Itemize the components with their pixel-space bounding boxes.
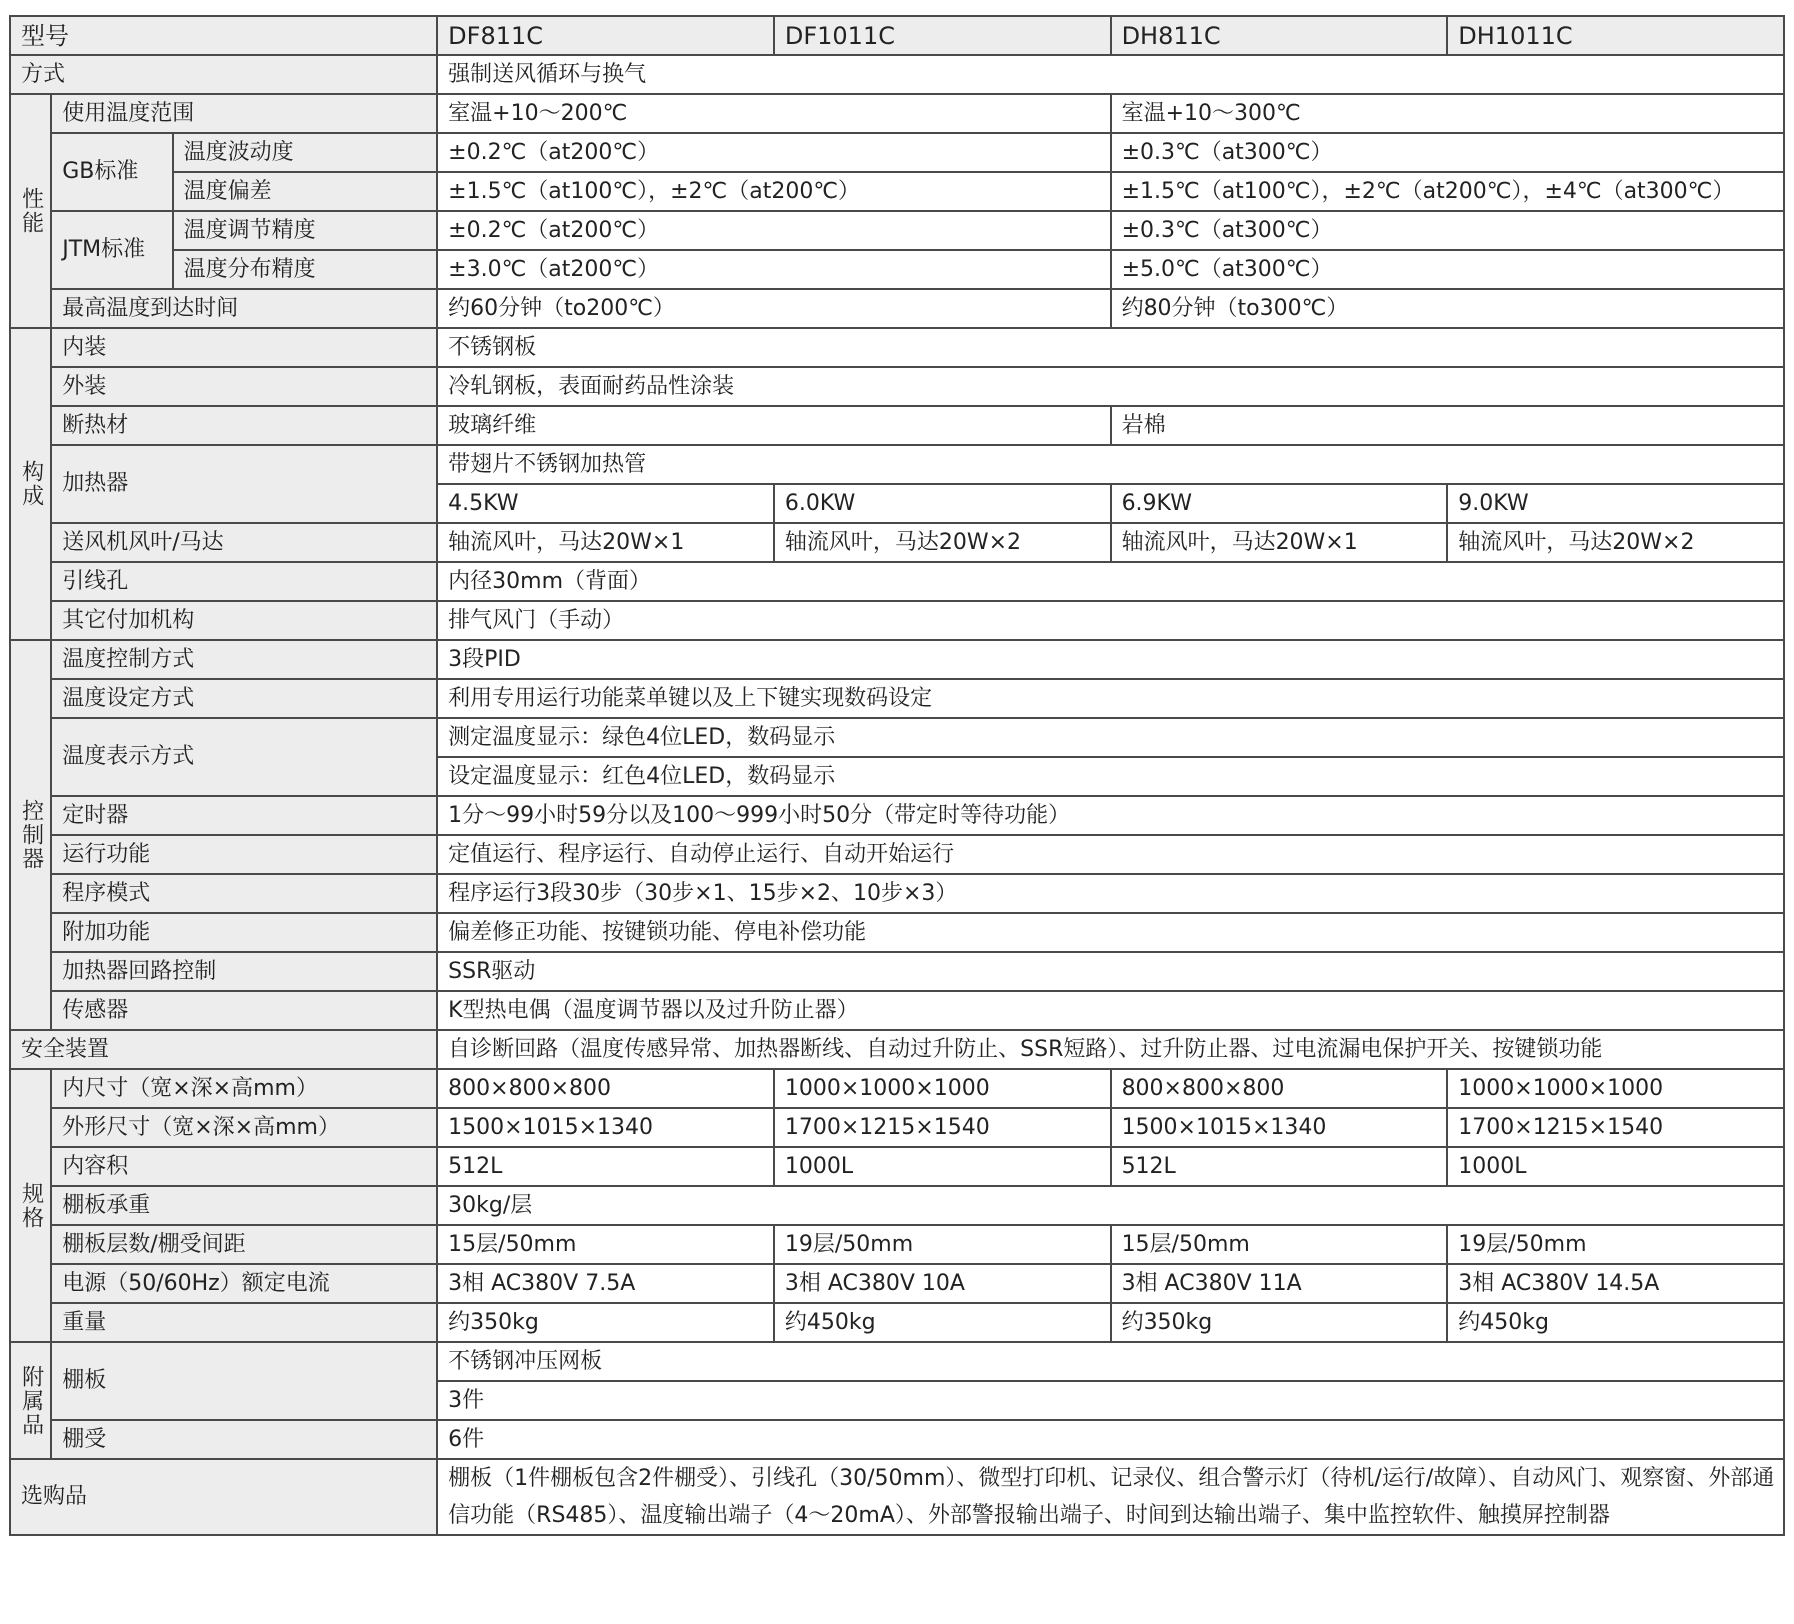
program-mode-label: 程序模式	[51, 874, 437, 913]
power-1: 3相 AC380V 7.5A	[437, 1264, 774, 1303]
run-functions-value: 定值运行、程序运行、自动停止运行、自动开始运行	[437, 835, 1784, 874]
setting-method-label: 温度设定方式	[51, 679, 437, 718]
inner-size-2: 1000×1000×1000	[774, 1069, 1111, 1108]
inner-size-4: 1000×1000×1000	[1447, 1069, 1784, 1108]
inner-size-label: 内尺寸（宽×深×高mm）	[51, 1069, 437, 1108]
method-value: 强制送风循环与换气	[437, 55, 1784, 94]
outer-size-1: 1500×1015×1340	[437, 1108, 774, 1147]
shelf-support-label: 棚受	[51, 1420, 437, 1459]
spec-table	[9, 15, 1785, 1536]
gb-deviation-dh: ±1.5℃（at100℃），±2℃（at200℃），±4℃（at300℃）	[1111, 172, 1784, 211]
display-set: 设定温度显示：红色4位LED，数码显示	[437, 757, 1784, 796]
shelf-layers-3: 15层/50mm	[1111, 1225, 1448, 1264]
group-specs: 规格	[10, 1069, 51, 1342]
shelf-load-label: 棚板承重	[51, 1186, 437, 1225]
temp-range-label: 使用温度范围	[51, 94, 437, 133]
sensor-value: K型热电偶（温度调节器以及过升防止器）	[437, 991, 1784, 1030]
shelf-layers-2: 19层/50mm	[774, 1225, 1111, 1264]
inner-size-row	[10, 1069, 1784, 1108]
heater-circuit-label: 加热器回路控制	[51, 952, 437, 991]
weight-4: 约450kg	[1447, 1303, 1784, 1342]
inner-row	[10, 328, 1784, 367]
volume-row	[10, 1147, 1784, 1186]
shelf-type: 不锈钢冲压网板	[437, 1342, 1784, 1381]
heater-type: 带翅片不锈钢加热管	[437, 445, 1784, 484]
weight-label: 重量	[51, 1303, 437, 1342]
power-3: 3相 AC380V 11A	[1111, 1264, 1448, 1303]
power-row	[10, 1264, 1784, 1303]
heater-label: 加热器	[51, 445, 437, 523]
setting-method-value: 利用专用运行功能菜单键以及上下键实现数码设定	[437, 679, 1784, 718]
gb-fluctuation-row	[10, 133, 1784, 172]
timer-label: 定时器	[51, 796, 437, 835]
power-label: 电源（50/60Hz）额定电流	[51, 1264, 437, 1303]
insulation-dh: 岩棉	[1111, 406, 1784, 445]
outer-size-label: 外形尺寸（宽×深×高mm）	[51, 1108, 437, 1147]
weight-3: 约350kg	[1111, 1303, 1448, 1342]
gb-deviation-df: ±1.5℃（at100℃），±2℃（at200℃）	[437, 172, 1110, 211]
cable-hole-label: 引线孔	[51, 562, 437, 601]
jtm-label: JTM标准	[51, 211, 172, 289]
sensor-label: 传感器	[51, 991, 437, 1030]
heat-time-df: 约60分钟（to200℃）	[437, 289, 1110, 328]
other-mech-value: 排气风门（手动）	[437, 601, 1784, 640]
group-construction: 构成	[10, 328, 51, 640]
inner-label: 内装	[51, 328, 437, 367]
shelf-layers-row	[10, 1225, 1784, 1264]
fan-value-4: 轴流风叶，马达20W×2	[1447, 523, 1784, 562]
header-label: 型号	[10, 16, 437, 55]
other-mech-label: 其它付加机构	[51, 601, 437, 640]
timer-row	[10, 796, 1784, 835]
power-4: 3相 AC380V 14.5A	[1447, 1264, 1784, 1303]
temp-range-df: 室温+10～200℃	[437, 94, 1110, 133]
gb-deviation-row	[10, 172, 1784, 211]
safety-value: 自诊断回路（温度传感异常、加热器断线、自动过升防止、SSR短路）、过升防止器、过电流漏电保护开关、按键锁功能	[437, 1030, 1784, 1069]
cable-hole-value: 内径30mm（背面）	[437, 562, 1784, 601]
inner-size-1: 800×800×800	[437, 1069, 774, 1108]
fan-label: 送风机风叶/马达	[51, 523, 437, 562]
inner-size-3: 800×800×800	[1111, 1069, 1448, 1108]
power-2: 3相 AC380V 10A	[774, 1264, 1111, 1303]
insulation-row	[10, 406, 1784, 445]
shelf-type-row	[10, 1342, 1784, 1381]
model-dh811c: DH811C	[1111, 16, 1448, 55]
heater-circuit-row	[10, 952, 1784, 991]
fan-value-1: 轴流风叶，马达20W×1	[437, 523, 774, 562]
safety-row	[10, 1030, 1784, 1069]
header-row	[10, 16, 1784, 55]
shelf-support-row	[10, 1420, 1784, 1459]
model-df811c: DF811C	[437, 16, 774, 55]
group-accessories: 附属品	[10, 1342, 51, 1459]
jtm-regulation-row	[10, 211, 1784, 250]
heater-circuit-value: SSR驱动	[437, 952, 1784, 991]
setting-method-row	[10, 679, 1784, 718]
gb-fluctuation-dh: ±0.3℃（at300℃）	[1111, 133, 1784, 172]
heater-power-2: 6.0KW	[774, 484, 1111, 523]
insulation-df: 玻璃纤维	[437, 406, 1110, 445]
outer-row	[10, 367, 1784, 406]
inner-value: 不锈钢板	[437, 328, 1784, 367]
volume-2: 1000L	[774, 1147, 1111, 1186]
options-row	[10, 1459, 1784, 1535]
run-functions-row	[10, 835, 1784, 874]
temp-range-dh: 室温+10～300℃	[1111, 94, 1784, 133]
cable-hole-row	[10, 562, 1784, 601]
shelf-label: 棚板	[51, 1342, 437, 1420]
control-method-value: 3段PID	[437, 640, 1784, 679]
shelf-count: 3件	[437, 1381, 1784, 1420]
jtm-regulation-label: 温度调节精度	[173, 211, 438, 250]
temp-range-row	[10, 94, 1784, 133]
volume-1: 512L	[437, 1147, 774, 1186]
gb-fluctuation-label: 温度波动度	[173, 133, 438, 172]
display-measured: 测定温度显示：绿色4位LED，数码显示	[437, 718, 1784, 757]
control-method-row	[10, 640, 1784, 679]
program-mode-value: 程序运行3段30步（30步×1、15步×2、10步×3）	[437, 874, 1784, 913]
display-label: 温度表示方式	[51, 718, 437, 796]
jtm-regulation-dh: ±0.3℃（at300℃）	[1111, 211, 1784, 250]
heater-power-3: 6.9KW	[1111, 484, 1448, 523]
volume-4: 1000L	[1447, 1147, 1784, 1186]
heater-power-4: 9.0KW	[1447, 484, 1784, 523]
jtm-distribution-row	[10, 250, 1784, 289]
program-mode-row	[10, 874, 1784, 913]
fan-value-2: 轴流风叶，马达20W×2	[774, 523, 1111, 562]
jtm-regulation-df: ±0.2℃（at200℃）	[437, 211, 1110, 250]
gb-deviation-label: 温度偏差	[173, 172, 438, 211]
weight-1: 约350kg	[437, 1303, 774, 1342]
shelf-layers-4: 19层/50mm	[1447, 1225, 1784, 1264]
outer-size-2: 1700×1215×1540	[774, 1108, 1111, 1147]
heat-time-label: 最高温度到达时间	[51, 289, 437, 328]
heater-power-1: 4.5KW	[437, 484, 774, 523]
model-dh1011c: DH1011C	[1447, 16, 1784, 55]
shelf-support-value: 6件	[437, 1420, 1784, 1459]
extra-functions-label: 附加功能	[51, 913, 437, 952]
shelf-load-row	[10, 1186, 1784, 1225]
weight-2: 约450kg	[774, 1303, 1111, 1342]
sensor-row	[10, 991, 1784, 1030]
shelf-load-value: 30kg/层	[437, 1186, 1784, 1225]
gb-fluctuation-df: ±0.2℃（at200℃）	[437, 133, 1110, 172]
shelf-layers-1: 15层/50mm	[437, 1225, 774, 1264]
jtm-distribution-label: 温度分布精度	[173, 250, 438, 289]
outer-label: 外装	[51, 367, 437, 406]
options-value: 棚板（1件棚板包含2件棚受）、引线孔（30/50mm）、微型打印机、记录仪、组合警示灯（待机/运行/故障）、自动风门、观察窗、外部通信功能（RS485）、温度输出端子（4～20mA）、外部警报输出端子、时间到达输出端子、集中监控软件、触摸屏控制器	[437, 1459, 1784, 1535]
fan-row	[10, 523, 1784, 562]
jtm-distribution-dh: ±5.0℃（at300℃）	[1111, 250, 1784, 289]
shelf-layers-label: 棚板层数/棚受间距	[51, 1225, 437, 1264]
heat-time-dh: 约80分钟（to300℃）	[1111, 289, 1784, 328]
heat-time-row	[10, 289, 1784, 328]
safety-label: 安全装置	[10, 1030, 437, 1069]
outer-value: 冷轧钢板，表面耐药品性涂装	[437, 367, 1784, 406]
gb-label: GB标准	[51, 133, 172, 211]
outer-size-4: 1700×1215×1540	[1447, 1108, 1784, 1147]
extra-functions-value: 偏差修正功能、按键锁功能、停电补偿功能	[437, 913, 1784, 952]
jtm-distribution-df: ±3.0℃（at200℃）	[437, 250, 1110, 289]
fan-value-3: 轴流风叶，马达20W×1	[1111, 523, 1448, 562]
outer-size-row	[10, 1108, 1784, 1147]
group-performance: 性能	[10, 94, 51, 328]
extra-functions-row	[10, 913, 1784, 952]
insulation-label: 断热材	[51, 406, 437, 445]
options-label: 选购品	[10, 1459, 437, 1535]
weight-row	[10, 1303, 1784, 1342]
display-measured-row	[10, 718, 1784, 757]
outer-size-3: 1500×1015×1340	[1111, 1108, 1448, 1147]
control-method-label: 温度控制方式	[51, 640, 437, 679]
volume-label: 内容积	[51, 1147, 437, 1186]
method-row	[10, 55, 1784, 94]
volume-3: 512L	[1111, 1147, 1448, 1186]
group-controller: 控制器	[10, 640, 51, 1030]
heater-type-row	[10, 445, 1784, 484]
run-functions-label: 运行功能	[51, 835, 437, 874]
method-label: 方式	[10, 55, 437, 94]
model-df1011c: DF1011C	[774, 16, 1111, 55]
timer-value: 1分～99小时59分以及100～999小时50分（带定时等待功能）	[437, 796, 1784, 835]
other-mech-row	[10, 601, 1784, 640]
